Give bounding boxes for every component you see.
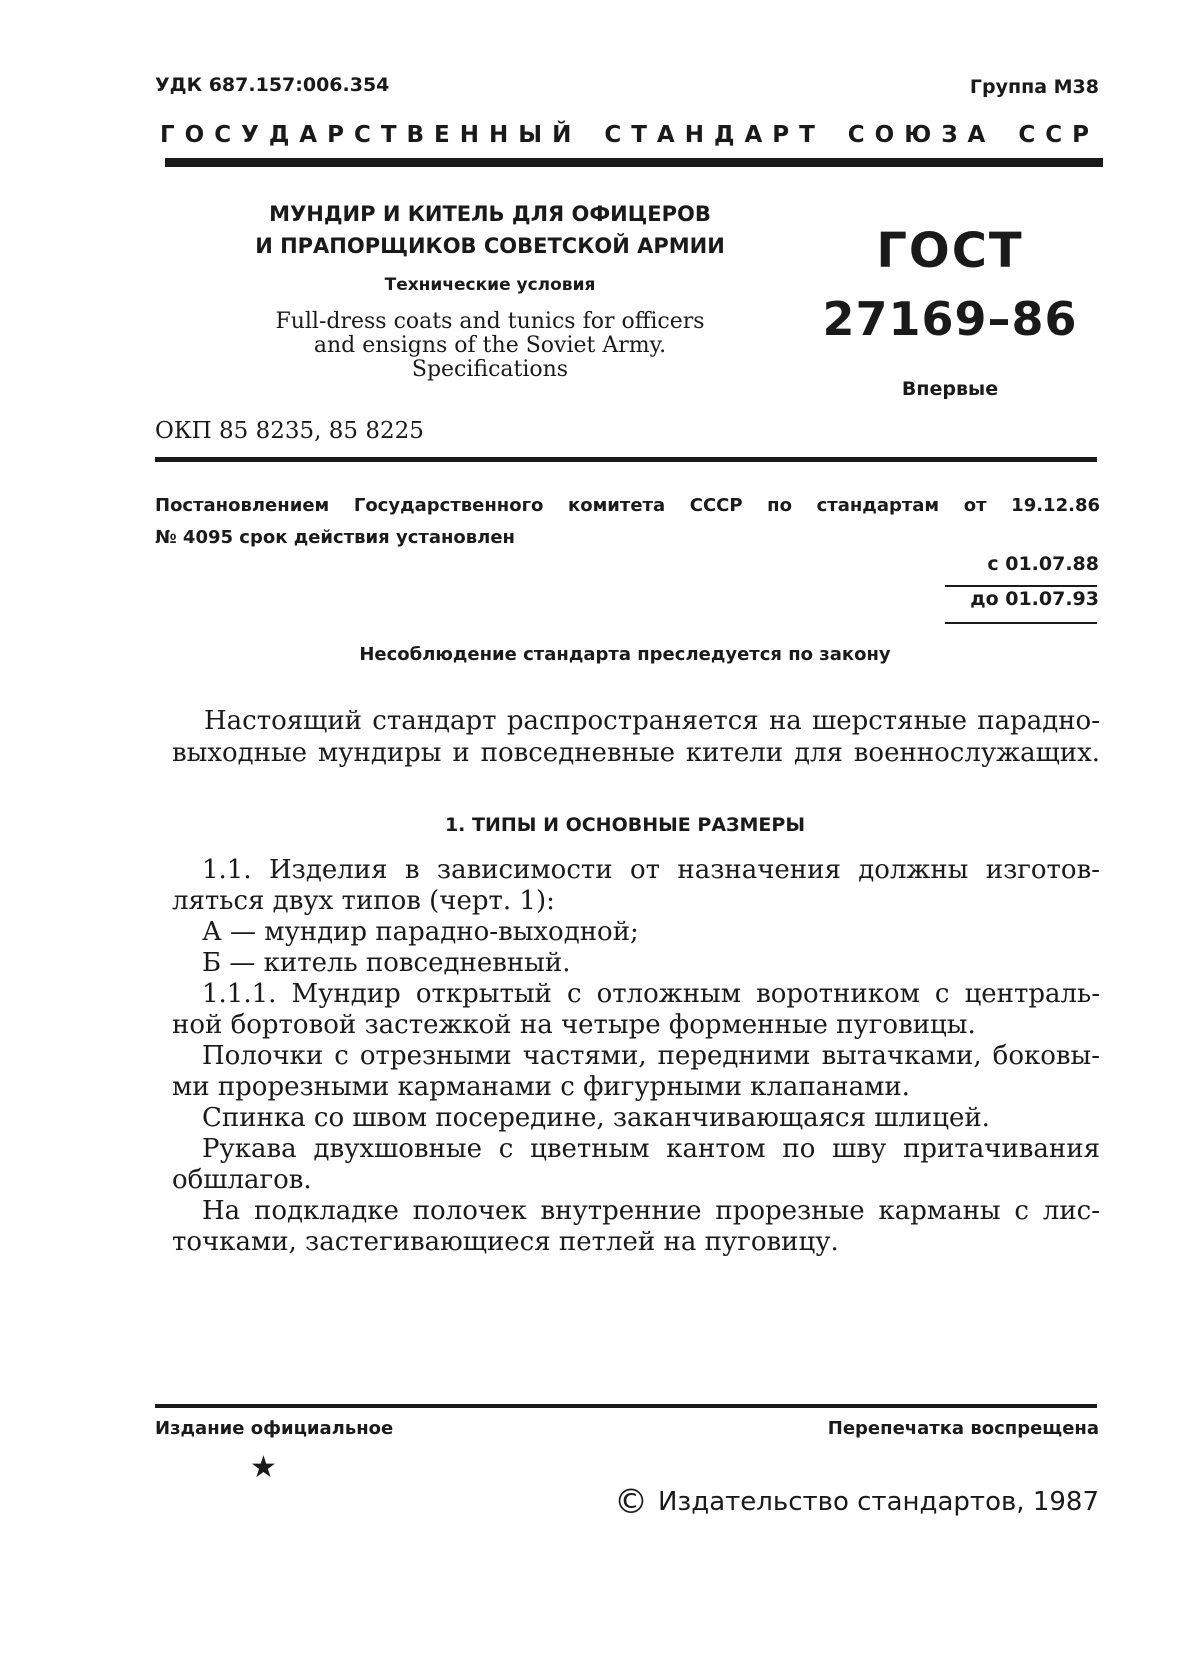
- gost-block: [820, 222, 1080, 400]
- decree-line-2: № 4095 срок действия установлен: [155, 527, 515, 548]
- title-block: [200, 198, 780, 382]
- star-icon: ★: [250, 1450, 277, 1485]
- fronts-line-1: Полочки с отрезными частями, передними вытачками, боковы-: [202, 1041, 1100, 1071]
- intro-paragraph: [172, 705, 1100, 769]
- date-underline: [945, 622, 1097, 624]
- gost-status: Впервые: [901, 378, 999, 400]
- section-title: 1. ТИПЫ И ОСНОВНЫЕ РАЗМЕРЫ: [444, 814, 806, 836]
- decree-word: Государственного: [353, 495, 544, 516]
- fronts-line-2: ми прорезными карманами с фигурными клапанами.: [172, 1072, 910, 1102]
- udk-code: УДК 687.157:006.354: [155, 74, 390, 96]
- decree-text: [155, 490, 1100, 554]
- english-title-line-3: Specifications: [411, 357, 569, 382]
- reprint-prohibited: Перепечатка воспрещена: [827, 1418, 1099, 1439]
- clause-1-1-1-line-2: ной бортовой застежкой на четыре форменные пуговицы.: [172, 1010, 976, 1040]
- footer-divider: [155, 1404, 1097, 1408]
- type-a-item: А — мундир парадно-выходной;: [202, 917, 639, 947]
- copyright-icon: ©: [613, 1482, 648, 1522]
- decree-word: стандартам: [816, 495, 940, 516]
- decree-line-1: [155, 490, 1100, 522]
- sleeves-line-2: обшлагов.: [172, 1165, 312, 1195]
- lining-line-1: На подкладке полочек внутренние прорезные карманы с лис-: [202, 1196, 1100, 1226]
- title-line-1: МУНДИР И КИТЕЛЬ ДЛЯ ОФИЦЕРОВ: [269, 202, 711, 226]
- decree-word: по: [767, 495, 792, 516]
- decree-word: от: [963, 495, 987, 516]
- group-code: Группа М38: [969, 76, 1099, 98]
- decree-word: Постановлением: [155, 495, 330, 516]
- type-b-item: Б — китель повседневный.: [202, 948, 571, 978]
- date-divider: [945, 585, 1097, 587]
- decree-word: комитета: [567, 495, 666, 516]
- english-title-line-1: Full-dress coats and tunics for officers: [275, 309, 705, 334]
- okp-divider: [155, 457, 1097, 462]
- gost-label: ГОСТ: [876, 223, 1024, 279]
- state-standard-word-3: СОЮЗА: [847, 122, 996, 148]
- intro-line-1: Настоящий стандарт распространяется на шерстяные парадно-: [204, 706, 1100, 736]
- section-body: [172, 855, 1100, 1258]
- sleeves-line-1: Рукава двухшовные с цветным кантом по шву притачивания: [202, 1134, 1100, 1164]
- header-divider: [165, 158, 1103, 167]
- state-standard-heading: [160, 122, 1099, 148]
- effective-from-date: с 01.07.88: [987, 553, 1099, 575]
- okp-code: ОКП 85 8235, 85 8225: [155, 418, 424, 444]
- state-standard-word-4: ССР: [1018, 122, 1099, 148]
- effective-to-date: до 01.07.93: [970, 588, 1099, 610]
- clause-1-1-1-line-1: 1.1.1. Мундир открытый с отложным воротником с централь-: [202, 979, 1100, 1009]
- official-edition: Издание официальное: [155, 1418, 394, 1439]
- publisher-name: Издательство стандартов, 1987: [657, 1487, 1099, 1517]
- subtitle: Технические условия: [384, 275, 596, 295]
- decree-word: СССР: [689, 495, 743, 516]
- publisher-copyright: [613, 1482, 1099, 1522]
- english-title-line-2: and ensigns of the Soviet Army.: [313, 333, 667, 358]
- clause-1-1-line-2: ляться двух типов (черт. 1):: [172, 886, 555, 916]
- lining-line-2: точками, застегивающиеся петлей на пуговицу.: [172, 1227, 839, 1257]
- title-line-2: И ПРАПОРЩИКОВ СОВЕТСКОЙ АРМИИ: [255, 234, 725, 258]
- english-title: [200, 310, 780, 382]
- state-standard-word-1: ГОСУДАРСТВЕННЫЙ: [160, 122, 582, 148]
- clause-1-1-line-1: 1.1. Изделия в зависимости от назначения должны изготов-: [202, 855, 1100, 885]
- state-standard-word-2: СТАНДАРТ: [604, 122, 825, 148]
- decree-word: 19.12.86: [1011, 495, 1100, 516]
- penalty-notice: Несоблюдение стандарта преследуется по закону: [359, 644, 891, 665]
- gost-number: 27169–86: [822, 292, 1078, 346]
- back-line: Спинка со швом посередине, заканчивающаяся шлицей.: [202, 1103, 990, 1133]
- intro-line-2: выходные мундиры и повседневные кители для военнослужащих.: [172, 738, 1100, 768]
